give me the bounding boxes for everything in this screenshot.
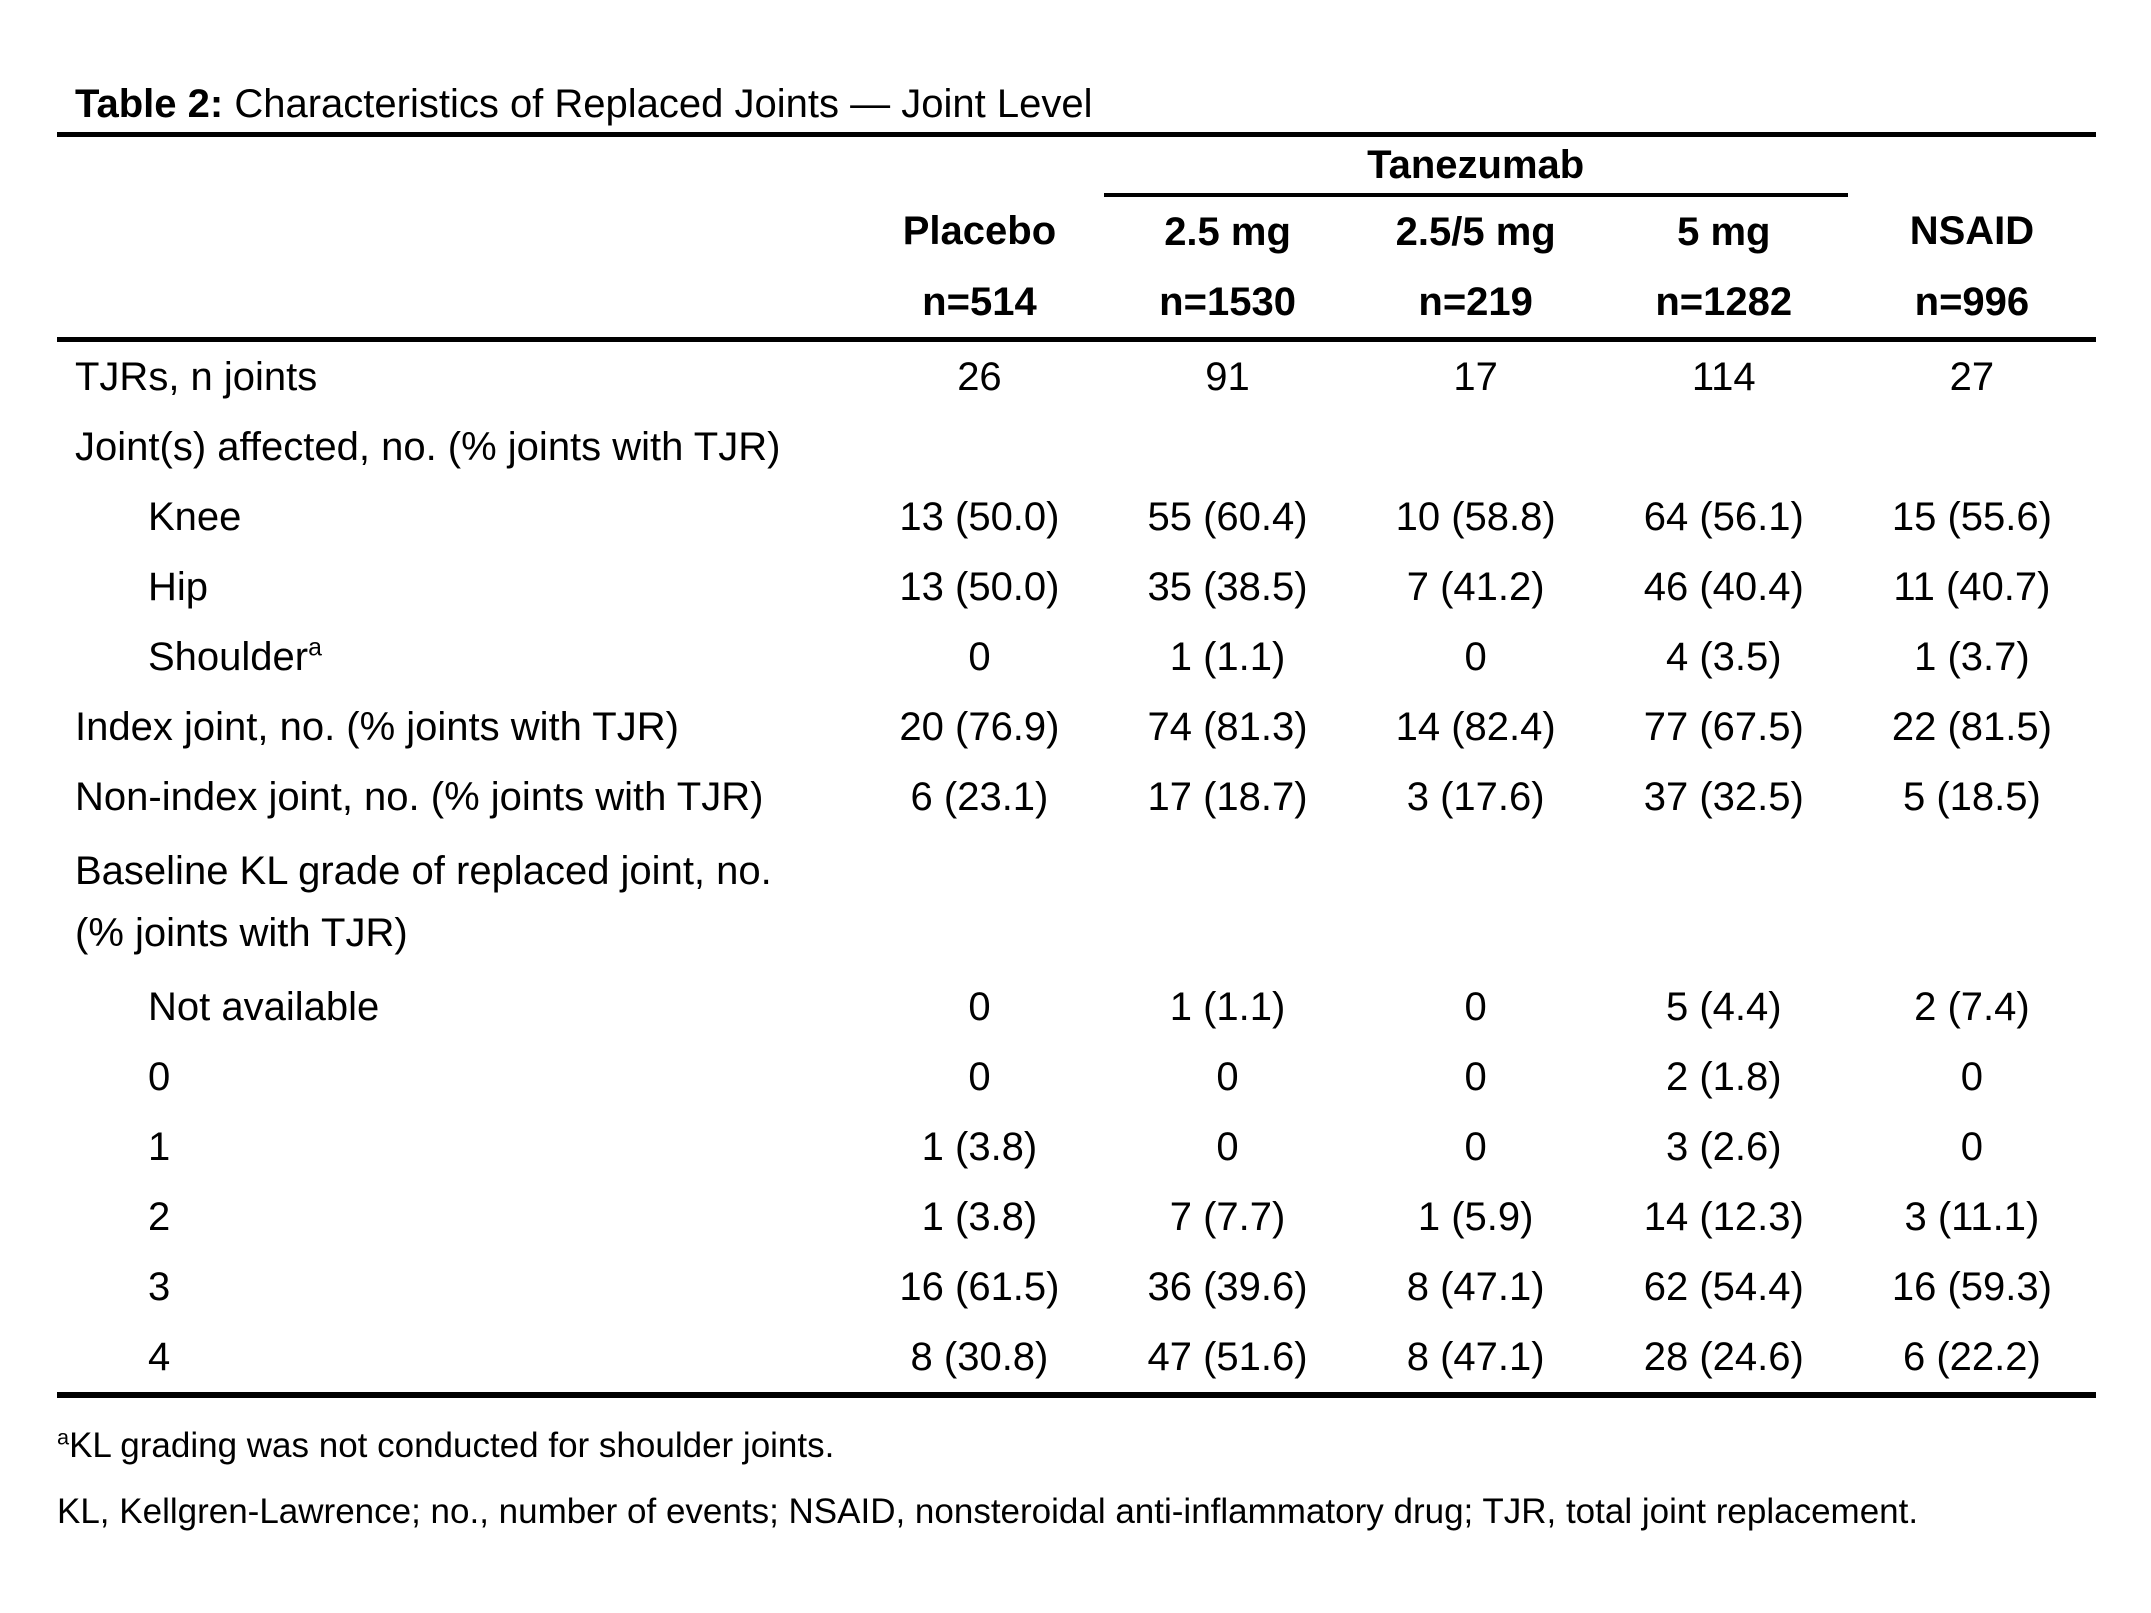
row-label-text: TJRs, n joints: [75, 355, 318, 399]
footnote-marker: a: [57, 1424, 70, 1450]
footnote-text: KL, Kellgren-Lawrence; no., number of events; NSAID, nonsteroidal anti-inflammatory drug; TJR, total joint replacement.: [57, 1492, 1919, 1531]
row-label: [57, 340, 855, 413]
column-n-2-5-5-mg: n=219: [1352, 267, 1600, 340]
empty-header-cell: [855, 135, 1103, 196]
row-label-text: Joint(s) affected, no. (% joints with TJR): [75, 425, 781, 469]
footnotes: [57, 1424, 2096, 1534]
cell-value: 17 (18.7): [1147, 774, 1308, 819]
table-row: [57, 1112, 2096, 1182]
table-row: [57, 1182, 2096, 1252]
cell-value: 2 (7.4): [1914, 984, 2030, 1029]
cell-value: [1104, 412, 1352, 482]
cell-value: [1848, 832, 2096, 972]
table-row: [57, 482, 2096, 552]
cell-value: 7 (7.7): [1169, 1194, 1286, 1239]
cell-value: 16 (59.3): [1891, 1264, 2052, 1309]
table-row: [57, 972, 2096, 1042]
cell-value: [1352, 412, 1600, 482]
cell-value: 5 (18.5): [1902, 774, 2041, 819]
row-label-text: Shoulder: [148, 635, 309, 679]
column-header-placebo: Placebo: [902, 208, 1057, 253]
cell-value: [1848, 412, 2096, 482]
cell-value: 0: [1464, 984, 1487, 1029]
cell-value: 6 (22.2): [1902, 1334, 2041, 1379]
row-label-text: 2: [148, 1195, 171, 1239]
empty-header-cell: [57, 267, 855, 340]
cell-value: 2 (1.8): [1665, 1054, 1782, 1099]
row-label: [57, 412, 855, 482]
table-body: [57, 340, 2096, 1396]
cell-value: 8 (47.1): [1406, 1264, 1545, 1309]
row-label: [57, 692, 855, 762]
cell-value: 3 (2.6): [1665, 1124, 1782, 1169]
cell-value: 13 (50.0): [899, 564, 1060, 609]
row-label-text: 1: [148, 1125, 171, 1169]
column-n-nsaid: n=996: [1848, 267, 2096, 340]
footnote-marker: a: [308, 634, 322, 662]
cell-value: 4 (3.5): [1665, 634, 1782, 679]
cell-value: 62 (54.4): [1643, 1264, 1804, 1309]
cell-value: 114: [1691, 354, 1756, 399]
cell-value: 0: [968, 984, 991, 1029]
cell-value: 11 (40.7): [1893, 564, 2051, 609]
cell-value: 0: [1464, 1054, 1487, 1099]
row-label: [57, 1322, 855, 1395]
table-row: [57, 832, 2096, 972]
table-row: [57, 340, 2096, 413]
cell-value: 1 (3.7): [1914, 634, 2030, 679]
table-header: [57, 135, 2096, 340]
cell-value: 77 (67.5): [1643, 704, 1804, 749]
characteristics-table: [57, 132, 2096, 1398]
cell-value: 55 (60.4): [1147, 494, 1308, 539]
table-row: [57, 1042, 2096, 1112]
cell-value: 15 (55.6): [1891, 494, 2052, 539]
row-label-text: Knee: [148, 495, 242, 539]
cell-value: 6 (23.1): [910, 774, 1049, 819]
cell-value: 37 (32.5): [1643, 774, 1804, 819]
cell-value: 0: [968, 1054, 991, 1099]
column-header-nsaid: NSAID: [1909, 208, 2035, 253]
cell-value: 27: [1949, 354, 1995, 399]
cell-value: 1 (3.8): [921, 1124, 1038, 1169]
table-row: [57, 1252, 2096, 1322]
row-label: [57, 1182, 855, 1252]
table-row: [57, 552, 2096, 622]
group-header-tanezumab: Tanezumab: [1104, 135, 1848, 196]
row-label-text: 0: [148, 1055, 171, 1099]
table-row: [57, 622, 2096, 692]
column-n-row: [57, 267, 2096, 340]
cell-value: 36 (39.6): [1147, 1264, 1308, 1309]
cell-value: 22 (81.5): [1891, 704, 2052, 749]
cell-value: 0: [1960, 1054, 1984, 1099]
table-title: [57, 80, 2096, 128]
empty-header-cell: [1848, 135, 2096, 196]
cell-value: 28 (24.6): [1643, 1334, 1804, 1379]
cell-value: 35 (38.5): [1147, 564, 1308, 609]
column-n-placebo: n=514: [855, 267, 1103, 340]
cell-value: 5 (4.4): [1665, 984, 1782, 1029]
cell-value: [1352, 832, 1600, 972]
footnote-text: KL grading was not conducted for shoulder joints.: [69, 1426, 835, 1465]
row-label-text: Hip: [148, 565, 209, 609]
cell-value: 1 (5.9): [1417, 1194, 1534, 1239]
row-label-text: Index joint, no. (% joints with TJR): [75, 705, 679, 749]
table-container: [57, 80, 2096, 1534]
cell-value: 0: [968, 634, 991, 679]
row-label-text: 3: [148, 1265, 171, 1309]
cell-value: 10 (58.8): [1395, 494, 1556, 539]
table-row: [57, 412, 2096, 482]
row-label-text: 4: [148, 1335, 171, 1379]
cell-value: 20 (76.9): [899, 704, 1060, 749]
cell-value: 46 (40.4): [1643, 564, 1804, 609]
row-label-text: Not available: [148, 985, 380, 1029]
empty-header-cell: [57, 135, 855, 196]
cell-value: 3 (11.1): [1904, 1194, 2040, 1239]
cell-value: 0: [1216, 1124, 1239, 1169]
cell-value: 1 (3.8): [921, 1194, 1038, 1239]
row-label: [57, 762, 855, 832]
cell-value: 0: [1960, 1124, 1984, 1169]
cell-value: 17: [1453, 354, 1498, 399]
row-label-text-line2: (% joints with TJR): [75, 911, 408, 955]
row-label: [57, 552, 855, 622]
column-header-2-5-mg: 2.5 mg: [1164, 209, 1291, 254]
cell-value: 64 (56.1): [1643, 494, 1804, 539]
cell-value: 13 (50.0): [899, 494, 1060, 539]
table-row: [57, 1322, 2096, 1395]
column-header-5-mg: 5 mg: [1677, 209, 1771, 254]
row-label-text: Non-index joint, no. (% joints with TJR): [75, 775, 764, 819]
row-label: [57, 1112, 855, 1182]
cell-value: 26: [957, 354, 1002, 399]
cell-value: 1 (1.1): [1169, 984, 1286, 1029]
cell-value: 14 (82.4): [1395, 704, 1556, 749]
cell-value: [1600, 412, 1848, 482]
cell-value: 0: [1216, 1054, 1239, 1099]
cell-value: 16 (61.5): [899, 1264, 1060, 1309]
row-label: [57, 1042, 855, 1112]
cell-value: [855, 412, 1103, 482]
cell-value: 14 (12.3): [1643, 1194, 1804, 1239]
cell-value: 1 (1.1): [1169, 634, 1286, 679]
cell-value: 3 (17.6): [1406, 774, 1545, 819]
row-label: [57, 972, 855, 1042]
column-names-row: [57, 195, 2096, 267]
cell-value: 7 (41.2): [1406, 564, 1545, 609]
cell-value: [855, 832, 1103, 972]
cell-value: 0: [1464, 1124, 1487, 1169]
group-header-row: [57, 135, 2096, 196]
row-label: [57, 622, 855, 692]
table-title-text: Characteristics of Replaced Joints — Joint Level: [234, 82, 1093, 126]
cell-value: 8 (47.1): [1406, 1334, 1545, 1379]
row-label-text: Baseline KL grade of replaced joint, no.: [75, 849, 772, 893]
column-n-2-5-mg: n=1530: [1104, 267, 1352, 340]
footnote-a: [57, 1424, 2096, 1468]
cell-value: [1600, 832, 1848, 972]
footnote-abbreviations: [57, 1490, 2096, 1534]
table-row: [57, 692, 2096, 762]
cell-value: 47 (51.6): [1147, 1334, 1308, 1379]
empty-header-cell: [57, 195, 855, 267]
column-header-2-5-5-mg: 2.5/5 mg: [1395, 209, 1556, 254]
cell-value: 8 (30.8): [910, 1334, 1049, 1379]
row-label: [57, 482, 855, 552]
cell-value: [1104, 832, 1352, 972]
table-title-label: Table 2:: [75, 82, 224, 126]
column-n-5-mg: n=1282: [1600, 267, 1848, 340]
row-label: [57, 832, 855, 972]
cell-value: 0: [1464, 634, 1487, 679]
row-label: [57, 1252, 855, 1322]
table-row: [57, 762, 2096, 832]
cell-value: 74 (81.3): [1147, 704, 1308, 749]
cell-value: 91: [1205, 354, 1250, 399]
